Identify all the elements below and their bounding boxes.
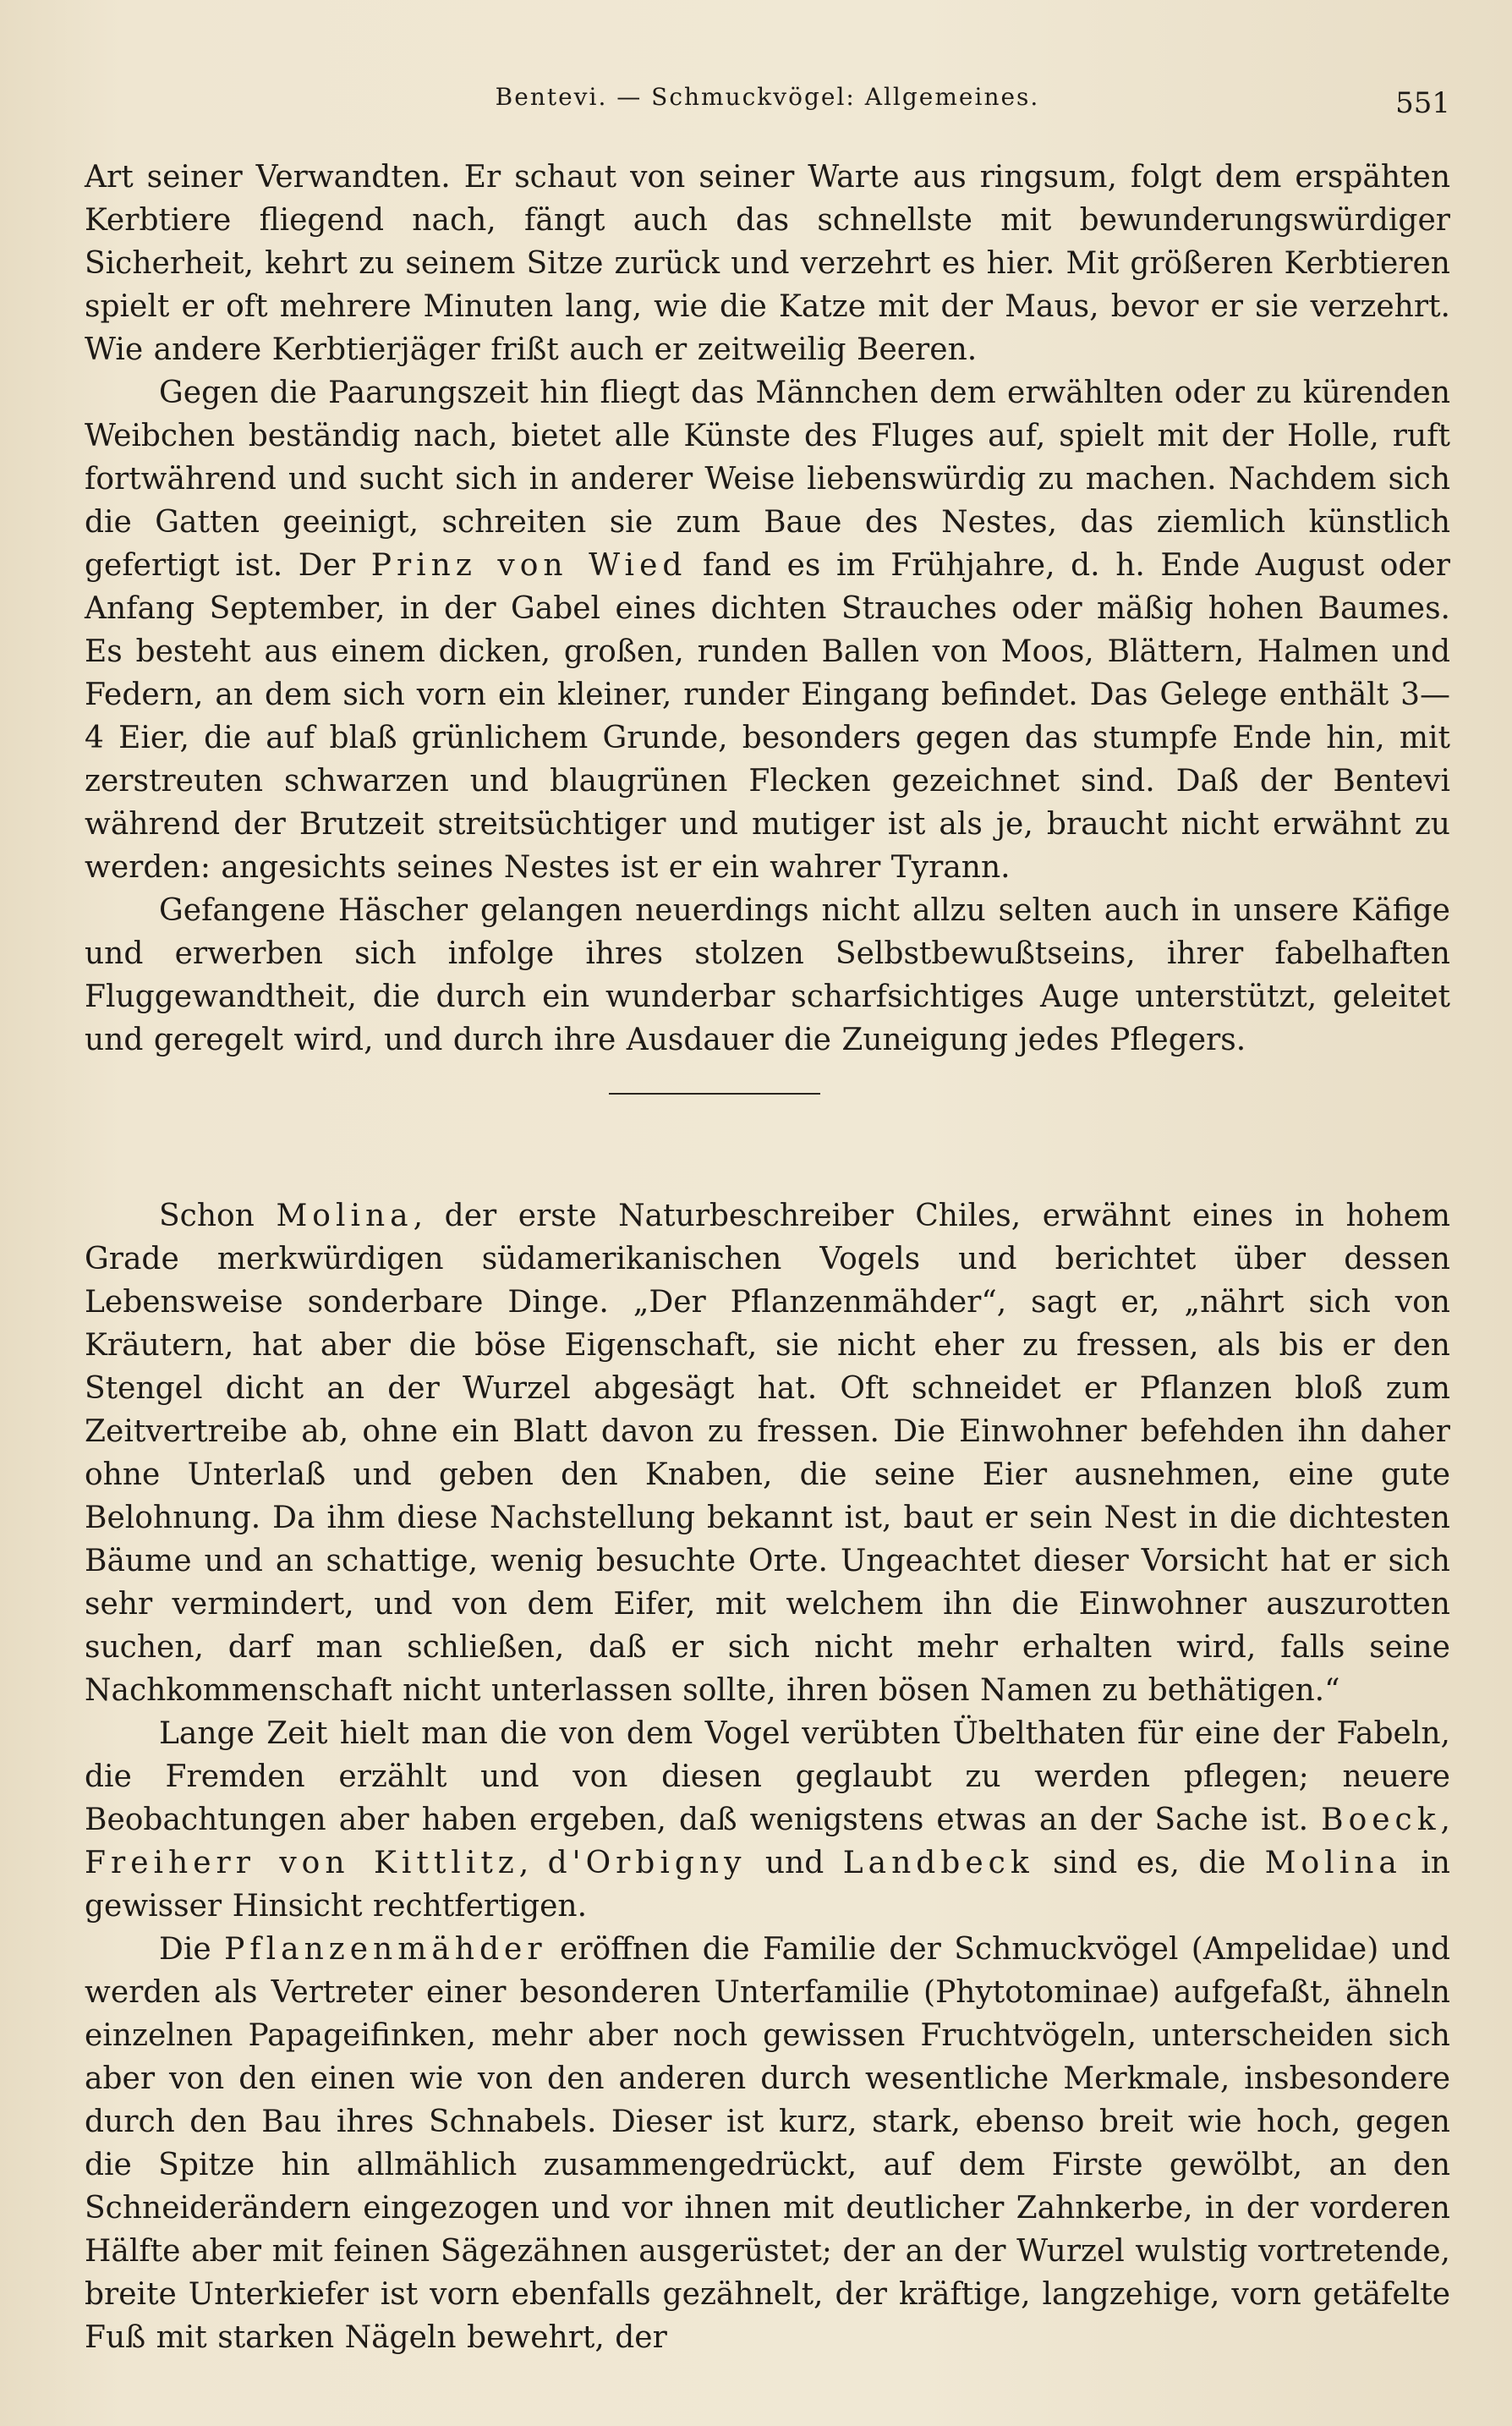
- paragraph-text: ,: [518, 1846, 548, 1880]
- paragraph-text: fand es im Frühjahre, d. h. Ende August oder Anfang September, in der Gabel eines dichten Strauches oder mäßig hohen Baumes. Es besteht aus einem dicken, großen, runden Ballen von Moos, Blättern, Halmen und Federn, an dem sich vorn ein kleiner, runder Eingang befindet. Das Gelege enthält 3—4 Eier, die auf blaß grünlichem Grunde, besonders gegen das stumpfe Ende hin, mit zerstreuten schwarzen und blaugrünen Flecken gezeichnet sind. Daß der Bentevi während der Brutzeit streitsüchtiger und mutiger ist als je, braucht nicht erwähnt zu werden: angesichts seines Nestes ist er ein wahrer Tyrann.: [85, 548, 1450, 885]
- paragraph-bentevi-hunting: [85, 156, 1450, 371]
- latin-name: Phytotominae: [935, 1975, 1148, 2010]
- paragraph-text: in gewisser Hinsicht rechtfertigen.: [85, 1846, 1450, 1924]
- paragraph-text: eröffnen die Familie der Schmuckvögel (: [546, 1932, 1203, 1967]
- term: Pflanzenmähder: [224, 1932, 547, 1967]
- book-page: [85, 74, 1450, 2401]
- person-name: Molina: [276, 1199, 414, 1233]
- paragraph-text: Schon: [159, 1199, 277, 1233]
- paragraph-text: ) und werden als Vertreter einer besonderen Unterfamilie (: [85, 1932, 1451, 2010]
- paragraph-text: Gefangene Häscher gelangen neuerdings nicht allzu selten auch in unsere Käfige und erwerben sich infolge ihres stolzen Selbstbewußtseins, ihrer fabelhaften Fluggewandtheit, die durch ein wunderbar scharfsichtiges Auge unterstützt, geleitet und geregelt wird, und durch ihre Ausdauer die Zuneigung jedes Pflegers.: [85, 893, 1450, 1057]
- paragraph-bentevi-captivity: [85, 889, 1450, 1062]
- pflanzenmaehder-section: [85, 1194, 1450, 2359]
- person-name: d'Orbigny: [547, 1846, 747, 1880]
- bentevi-section: [85, 156, 1450, 1062]
- person-name: Molina: [1264, 1846, 1402, 1880]
- paragraph-text: Die: [159, 1932, 225, 1967]
- paragraph-observations: [85, 1712, 1450, 1928]
- person-name: Landbeck: [842, 1846, 1034, 1880]
- paragraph-text: ,: [1440, 1803, 1450, 1837]
- section-divider: [609, 1093, 820, 1095]
- paragraph-text: , der erste Naturbeschreiber Chiles, erwähnt eines in hohem Grade merkwürdigen südamerikanischen Vogels und berichtet über dessen Lebensweise sonderbare Dinge. „Der Pflanzenmähder“, sagt er, „nährt sich von Kräutern, hat aber die böse Eigenschaft, sie nicht eher zu fressen, als bis er den Stengel dicht an der Wurzel abgesägt hat. Oft schneidet er Pflanzen bloß zum Zeitvertreibe ab, ohne ein Blatt davon zu fressen. Die Einwohner befehden ihn daher ohne Unterlaß und geben den Knaben, die seine Eier ausnehmen, eine gute Belohnung. Da ihm diese Nachstellung bekannt ist, baut er sein Nest in die dichtesten Bäume und an schattige, wenig besuchte Orte. Ungeachtet dieser Vorsicht hat er sich sehr vermindert, und von dem Eifer, mit welchem ihn die Einwohner auszurotten suchen, darf man schließen, daß er sich nicht mehr erhalten wird, falls seine Nachkommenschaft nicht unterlassen sollte, ihren bösen Namen zu bethätigen.“: [85, 1199, 1451, 1708]
- person-name: Freiherr von Kittlitz: [85, 1846, 519, 1880]
- paragraph-family-description: [85, 1928, 1450, 2359]
- person-name: Boeck: [1321, 1803, 1441, 1837]
- paragraph-bentevi-nesting: [85, 371, 1450, 889]
- paragraph-text: ) aufgefaßt, ähneln einzelnen Papageifinken, mehr aber noch gewissen Fruchtvögeln, unterscheiden sich aber von den einen wie von den anderen durch wesentliche Merkmale, insbesondere durch den Bau ihres Schnabels. Dieser ist kurz, stark, ebenso breit wie hoch, gegen die Spitze hin allmählich zusammengedrückt, auf dem Firste gewölbt, an den Schneiderändern eingezogen und vor ihnen mit deutlicher Zahnkerbe, in der vorderen Hälfte aber mit feinen Sägezähnen ausgerüstet; der an der Wurzel wulstig vortretende, breite Unterkiefer ist vorn ebenfalls gezähnelt, der kräftige, langzehige, vorn getäfelte Fuß mit starken Nägeln bewehrt, der: [85, 1975, 1450, 2355]
- paragraph-text: sind es, die: [1033, 1846, 1265, 1880]
- paragraph-text: und: [746, 1846, 843, 1880]
- paragraph-text: Gegen die Paarungszeit hin fliegt das Männchen dem erwählten oder zu kürenden Weibchen beständig nach, bietet alle Künste des Fluges auf, spielt mit der Holle, ruft fortwährend und sucht sich in anderer Weise liebenswürdig zu machen. Nachdem sich die Gatten geeinigt, schreiten sie zum Baue des Nestes, das ziemlich künstlich gefertigt ist. Der: [85, 376, 1450, 583]
- paragraph-molina-quote: [85, 1194, 1450, 1712]
- latin-name: Ampelidae: [1202, 1932, 1367, 1967]
- running-head: [85, 74, 1450, 125]
- running-title: Bentevi. — Schmuckvögel: Allgemeines.: [495, 83, 1040, 111]
- page-number: 551: [1395, 86, 1450, 120]
- person-name: Prinz von Wied: [370, 548, 688, 583]
- paragraph-text: Lange Zeit hielt man die von dem Vogel verübten Übelthaten für eine der Fabeln, die Fremden erzählt und von diesen geglaubt zu werden pflegen; neuere Beobachtungen aber haben ergeben, daß wenigstens etwas an der Sache ist.: [85, 1716, 1450, 1837]
- paragraph-text: Art seiner Verwandten. Er schaut von seiner Warte aus ringsum, folgt dem erspähten Kerbtiere fliegend nach, fängt auch das schnellste mit bewunderungswürdiger Sicherheit, kehrt zu seinem Sitze zurück und verzehrt es hier. Mit größeren Kerbtieren spielt er oft mehrere Minuten lang, wie die Katze mit der Maus, bevor er sie verzehrt. Wie andere Kerbtierjäger frißt auch er zeitweilig Beeren.: [85, 160, 1450, 367]
